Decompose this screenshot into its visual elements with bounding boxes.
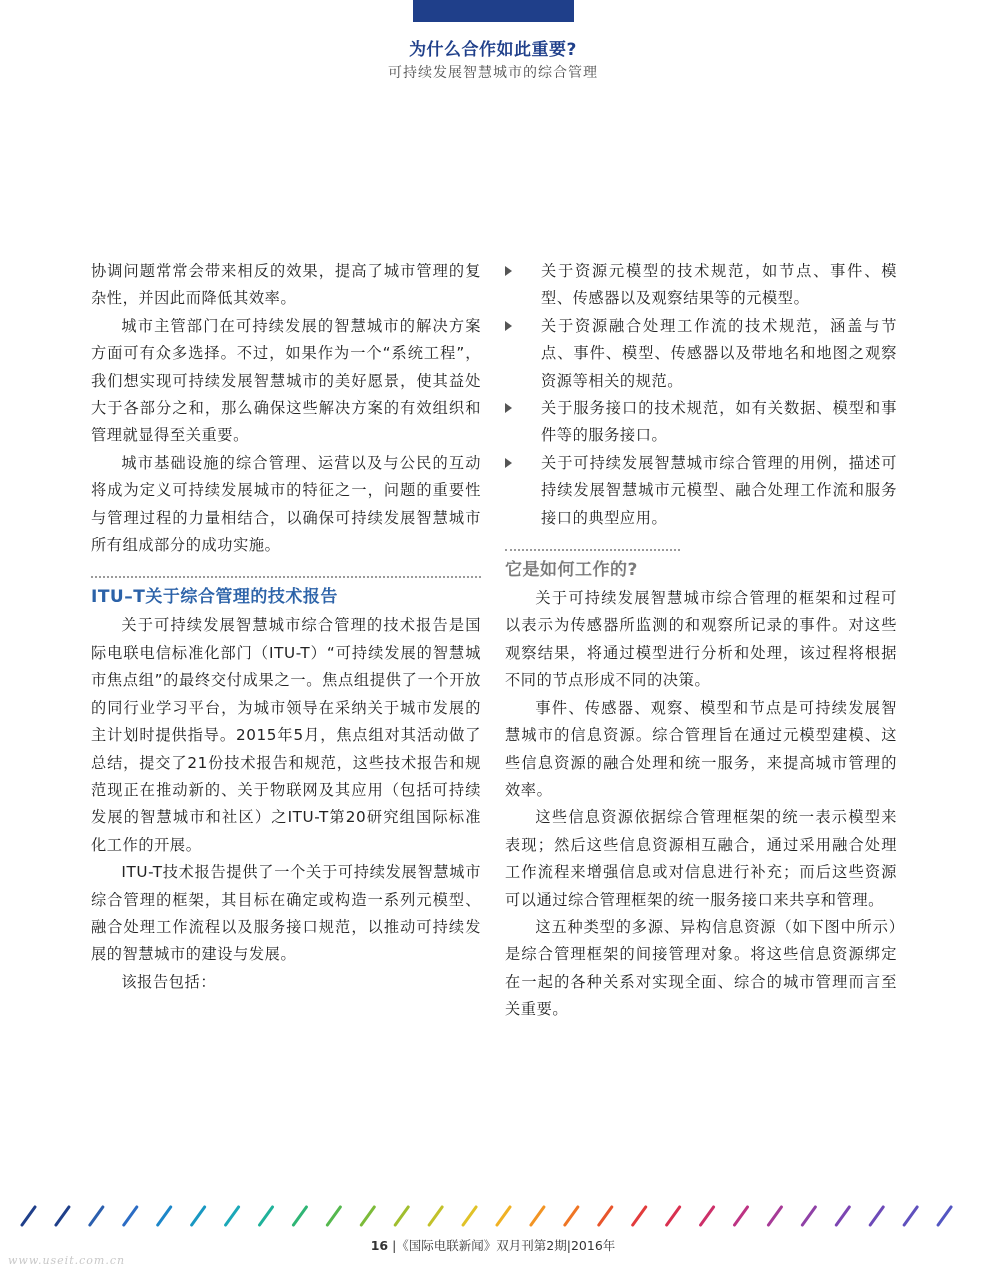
stripe xyxy=(497,1207,510,1225)
stripe xyxy=(56,1207,69,1225)
list-item-text: 关于资源元模型的技术规范，如节点、事件、模型、传感器以及观察结果等的元模型。 xyxy=(541,262,897,308)
stripe xyxy=(768,1207,781,1225)
stripe xyxy=(260,1207,273,1225)
top-accent-bar xyxy=(413,0,574,22)
triangle-bullet-icon xyxy=(505,321,512,331)
stripe xyxy=(463,1207,476,1225)
page-footer xyxy=(0,1236,986,1254)
triangle-bullet-icon xyxy=(505,266,512,276)
section-divider xyxy=(505,549,680,551)
stripe xyxy=(735,1207,748,1225)
decorative-color-stripes xyxy=(18,1203,968,1229)
left-column xyxy=(91,258,481,996)
section-divider xyxy=(91,576,481,578)
paragraph: 事件、传感器、观察、模型和节点是可持续发展智慧城市的信息资源。综合管理旨在通过元模型建模、这些信息资源的融合处理和统一服务，来提高城市管理的效率。 xyxy=(505,698,897,799)
stripe xyxy=(599,1207,612,1225)
stripe xyxy=(531,1207,544,1225)
page-title: 为什么合作如此重要? xyxy=(409,40,577,60)
page-subtitle: 可持续发展智慧城市的综合管理 xyxy=(388,65,598,81)
stripe xyxy=(667,1207,680,1225)
paragraph: ITU-T技术报告提供了一个关于可持续发展智慧城市综合管理的框架，其目标在确定或构造一系列元模型、融合处理工作流程以及服务接口规范，以推动可持续发展的智慧城市的建设与发展。 xyxy=(91,863,481,964)
list-item-text: 关于资源融合处理工作流的技术规范，涵盖与节点、事件、模型、传感器以及带地名和地图之观察资源等相关的规范。 xyxy=(541,316,897,390)
stripe xyxy=(327,1207,340,1225)
stripe xyxy=(90,1207,103,1225)
stripe xyxy=(904,1207,917,1225)
stripe xyxy=(293,1207,306,1225)
stripe xyxy=(870,1207,883,1225)
stripe xyxy=(802,1207,815,1225)
paragraph: 城市主管部门在可持续发展的智慧城市的解决方案方面可有众多选择。不过，如果作为一个“系统工程”，我们想实现可持续发展智慧城市的美好愿景，使其益处大于各部分之和，那么确保这些解决方案的有效组织和管理就显得至关重要。 xyxy=(91,316,481,445)
paragraph: 关于可持续发展智慧城市综合管理的框架和过程可以表示为传感器所监测的和观察所记录的事件。对这些观察结果，将通过模型进行分析和处理，该过程将根据不同的节点形成不同的决策。 xyxy=(505,589,897,690)
stripe xyxy=(429,1207,442,1225)
right-column xyxy=(505,258,897,1024)
section-heading: 它是如何工作的? xyxy=(505,560,638,581)
list-item xyxy=(505,395,897,450)
stripe xyxy=(192,1207,205,1225)
stripe xyxy=(701,1207,714,1225)
stripe xyxy=(124,1207,137,1225)
paragraph: 该报告包括： xyxy=(121,972,217,991)
stripe xyxy=(22,1207,35,1225)
triangle-bullet-icon xyxy=(505,458,512,468)
list-item xyxy=(505,450,897,532)
stripe xyxy=(361,1207,374,1225)
paragraph: 这些信息资源依据综合管理框架的统一表示模型来表现；然后这些信息资源相互融合，通过采用融合处理工作流程来增强信息或对信息进行补充；而后这些资源可以通过综合管理框架的统一服务接口来共享和管理。 xyxy=(505,808,897,909)
paragraph: 城市基础设施的综合管理、运营以及与公民的互动将成为定义可持续发展城市的特征之一，问题的重要性与管理过程的力量相结合，以确保可持续发展智慧城市所有组成部分的成功实施。 xyxy=(91,453,481,555)
page-number: 16 xyxy=(370,1238,389,1253)
paragraph: 协调问题常常会带来相反的效果，提高了城市管理的复杂性，并因此而降低其效率。 xyxy=(91,262,481,308)
stripe xyxy=(836,1207,849,1225)
section-heading: ITU–T关于综合管理的技术报告 xyxy=(91,587,338,608)
stripe xyxy=(395,1207,408,1225)
stripe xyxy=(226,1207,239,1225)
stripe xyxy=(938,1207,951,1225)
list-item xyxy=(505,313,897,395)
triangle-bullet-icon xyxy=(505,403,512,413)
paragraph: 关于可持续发展智慧城市综合管理的技术报告是国际电联电信标准化部门（ITU-T）“可持续发展的智慧城市焦点组”的最终交付成果之一。焦点组提供了一个开放的同行业学习平台，为城市领导在采纳关于城市发展的主计划时提供指导。2015年5月，焦点组对其活动做了总结，提交了21份技术报告和规范，这些技术报告和规范现正在推动新的、关于物联网及其应用（包括可持续发展的智慧城市和社区）之ITU-T第20研究组国际标准化工作的开展。 xyxy=(91,616,481,854)
stripe xyxy=(633,1207,646,1225)
publication-info: |《国际电联新闻》双月刊第2期|2016年 xyxy=(392,1238,616,1253)
list-item xyxy=(505,258,897,313)
bullet-list xyxy=(505,258,897,532)
paragraph: 这五种类型的多源、异构信息资源（如下图中所示）是综合管理框架的间接管理对象。将这些信息资源绑定在一起的各种关系对实现全面、综合的城市管理而言至关重要。 xyxy=(505,917,897,1019)
list-item-text: 关于可持续发展智慧城市综合管理的用例，描述可持续发展智慧城市元模型、融合处理工作流和服务接口的典型应用。 xyxy=(541,453,897,527)
list-item-text: 关于服务接口的技术规范，如有关数据、模型和事件等的服务接口。 xyxy=(541,399,897,445)
stripe xyxy=(565,1207,578,1225)
watermark: www.useit.com.cn xyxy=(8,1254,126,1267)
stripe xyxy=(158,1207,171,1225)
